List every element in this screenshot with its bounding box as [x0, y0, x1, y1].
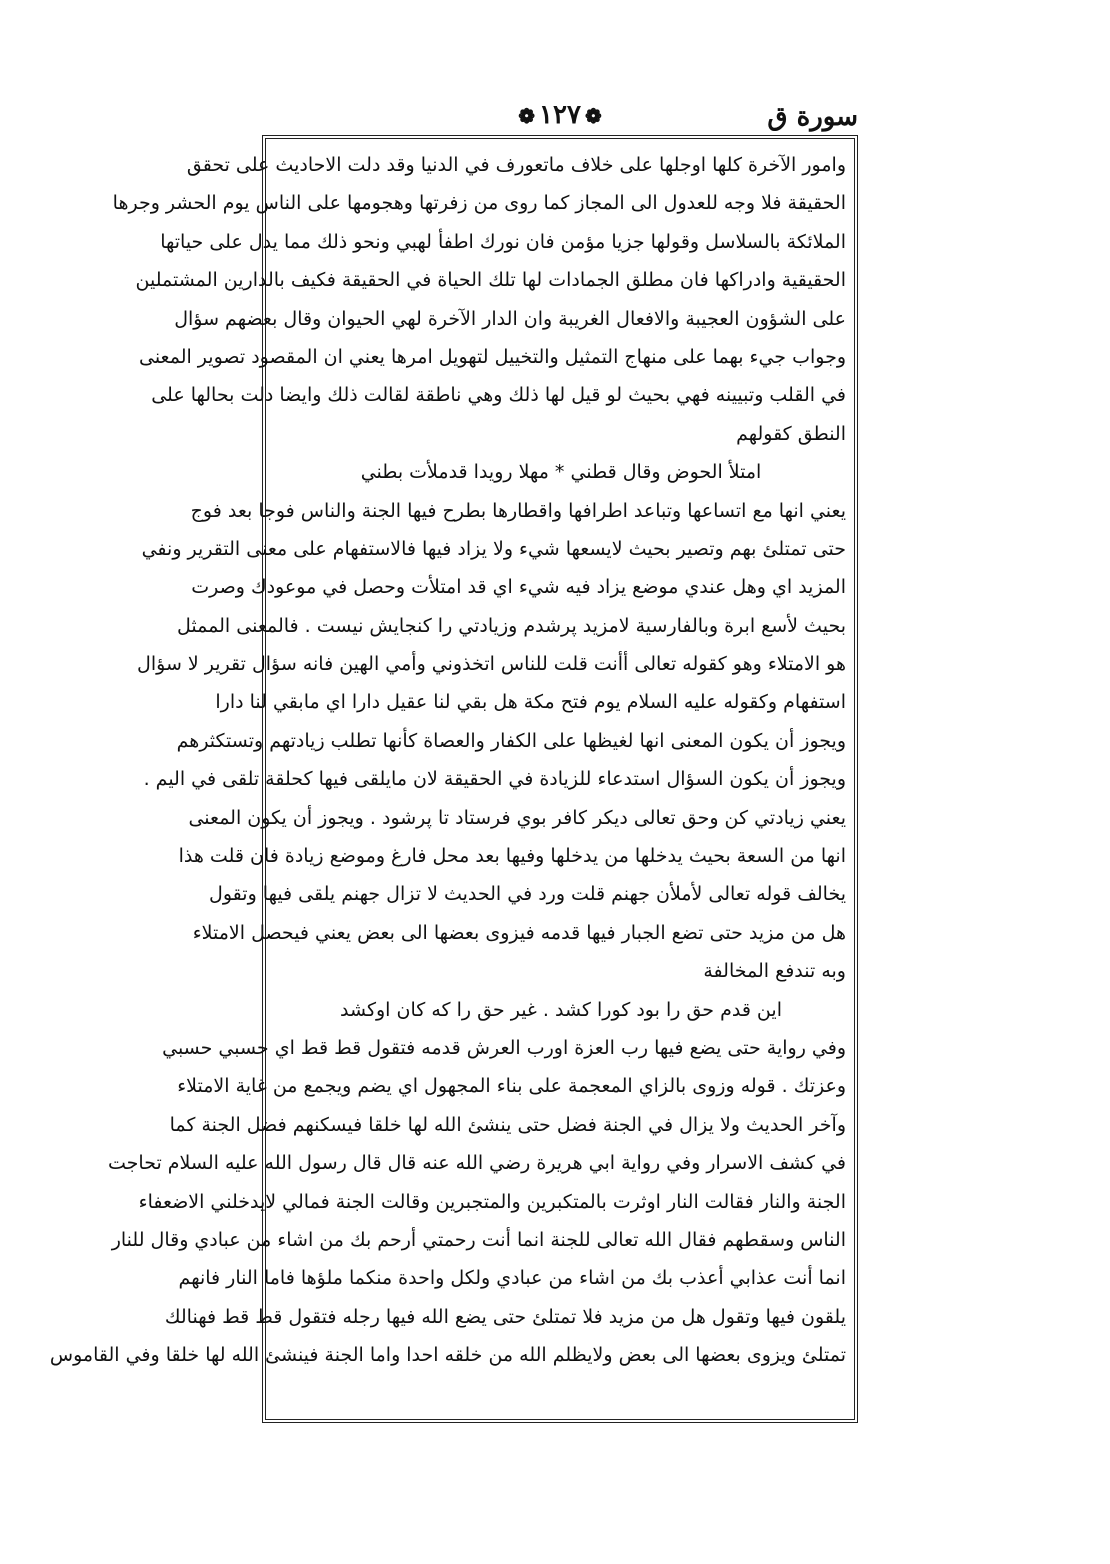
- text-line: الملائكة بالسلاسل وقولها جزيا مؤمن فان نورك اطفأ لهبي ونحو ذلك مما يدل على حياتها: [160, 230, 846, 253]
- text-line: بحيث لأسع ابرة وبالفارسية لامزيد پرشدم وزيادتي را كنجايش نيست . فالمعنى الممثل: [177, 614, 846, 637]
- text-line: وعزتك . قوله وزوى بالزاي المعجمة على بناء المجهول اي يضم ويجمع من غاية الامتلاء: [177, 1075, 846, 1098]
- ornament-icon: ❁: [584, 104, 602, 128]
- ornament-icon: ❁: [518, 104, 536, 128]
- text-line: ويجوز أن يكون السؤال استدعاء للزيادة في الحقيقة لان مايلقى فيها كحلقة تلقى في اليم .: [143, 768, 846, 791]
- text-line: حتى تمتلئ بهم وتصير بحيث لايسعها شيء ولا يزاد فيها فالاستفهام على معنى التقرير ونفي: [141, 537, 846, 560]
- page-header: [262, 100, 858, 136]
- verse-line: اين قدم حق را بود كورا كشد . غير حق را كه كان اوكشد: [340, 998, 782, 1021]
- surah-name: سورة ق: [767, 102, 858, 132]
- text-line: وآخر الحديث ولا يزال في الجنة فضل حتى ينشئ الله لها خلقا فيسكنهم فضل الجنة كما: [169, 1113, 846, 1136]
- text-line: استفهام وكقوله عليه السلام يوم فتح مكة هل بقي لنا عقيل دارا اي مابقي لنا دارا: [215, 691, 846, 714]
- text-line: المزيد اي وهل عندي موضع يزاد فيه شيء اي قد امتلأت وحصل في موعودك وصرت: [191, 576, 846, 599]
- text-line: يعني انها مع اتساعها وتباعد اطرافها واقطارها بطرح فيها الجنة والناس فوجا بعد فوج: [190, 499, 846, 522]
- text-line: في كشف الاسرار وفي رواية ابي هريرة رضي الله عنه قال قال رسول الله عليه السلام تحاجت: [108, 1152, 846, 1175]
- text-line: الحقيقية وادراكها فان مطلق الجمادات لها تلك الحياة في الحقيقة فكيف بالدارين المشتملين: [135, 269, 846, 292]
- text-line: الجنة والنار فقالت النار اوثرت بالمتكبرين والمتجبرين وقالت الجنة فمالي لايدخلني الاضعفاء: [138, 1190, 846, 1213]
- text-line: انما أنت عذابي أعذب بك من اشاء من عبادي ولكل واحدة منكما ملؤها فاما النار فانهم: [178, 1267, 846, 1290]
- text-line: يعني زيادتي كن وحق تعالى ديكر كافر بوي فرستاد تا پرشود . ويجوز أن يكون المعنى: [188, 806, 846, 829]
- text-line: ويجوز أن يكون المعنى انها لغيظها على الكفار والعصاة كأنها تطلب زيادتهم وتستكثرهم: [176, 729, 846, 752]
- page-body: [49, 146, 846, 1375]
- text-line: هو الامتلاء وهو كقوله تعالى أأنت قلت للناس اتخذوني وأمي الهين فانه سؤال تقرير لا سؤال: [137, 653, 846, 676]
- text-line: الحقيقة فلا وجه للعدول الى المجاز كما روى من زفرتها وهجومها على الناس يوم الحشر وجرها: [112, 192, 846, 215]
- text-line: يخالف قوله تعالى لأملأن جهنم قلت ورد في الحديث لا تزال جهنم يلقى فيها وتقول: [209, 883, 846, 906]
- text-line: في القلب وتبيينه فهي بحيث لو قيل لها ذلك وهي ناطقة لقالت ذلك وايضا دلت بحالها على: [151, 384, 846, 407]
- text-line: على الشؤون العجيبة والافعال الغريبة وان الدار الآخرة لهي الحيوان وقال بعضهم سؤال: [174, 307, 846, 330]
- text-line: النطق كقولهم: [736, 422, 846, 445]
- text-line: الناس وسقطهم فقال الله تعالى للجنة انما أنت رحمتي أرحم بك من اشاء من عبادي وقال للنار: [111, 1228, 846, 1251]
- text-line: انها من السعة بحيث يدخلها من يدخلها وفيها بعد محل فارغ وموضع زيادة فان قلت هذا: [178, 845, 846, 868]
- text-line: وجواب جيء بهما على منهاج التمثيل والتخييل لتهويل امرها يعني ان المقصود تصوير المعنى: [138, 345, 846, 368]
- text-line: يلقون فيها وتقول هل من مزيد فلا تمتلئ حتى يضع الله فيها رجله فتقول قط قط فهنالك: [164, 1305, 846, 1328]
- text-line: وفي رواية حتى يضع فيها رب العزة اورب العرش قدمه فتقول قط قط اي حسبي حسبي: [162, 1036, 846, 1059]
- text-line: وبه تندفع المخالفة: [703, 960, 846, 983]
- verse-line: امتلأ الحوض وقال قطني * مهلا رويدا قدملأت بطني: [360, 461, 762, 484]
- text-line: هل من مزيد حتى تضع الجبار فيها قدمه فيزوى بعضها الى بعض يعني فيحصل الامتلاء: [192, 921, 846, 944]
- text-line: تمتلئ ويزوى بعضها الى بعض ولايظلم الله من خلقه احدا واما الجنة فينشئ الله لها خلقا وفي القاموس: [49, 1344, 846, 1367]
- page-number: ١٢٧: [539, 100, 581, 130]
- text-line: وامور الآخرة كلها اوجلها على خلاف ماتعورف في الدنيا وقد دلت الاحاديث على تحقق: [186, 154, 846, 176]
- page-number-block: [514, 100, 605, 130]
